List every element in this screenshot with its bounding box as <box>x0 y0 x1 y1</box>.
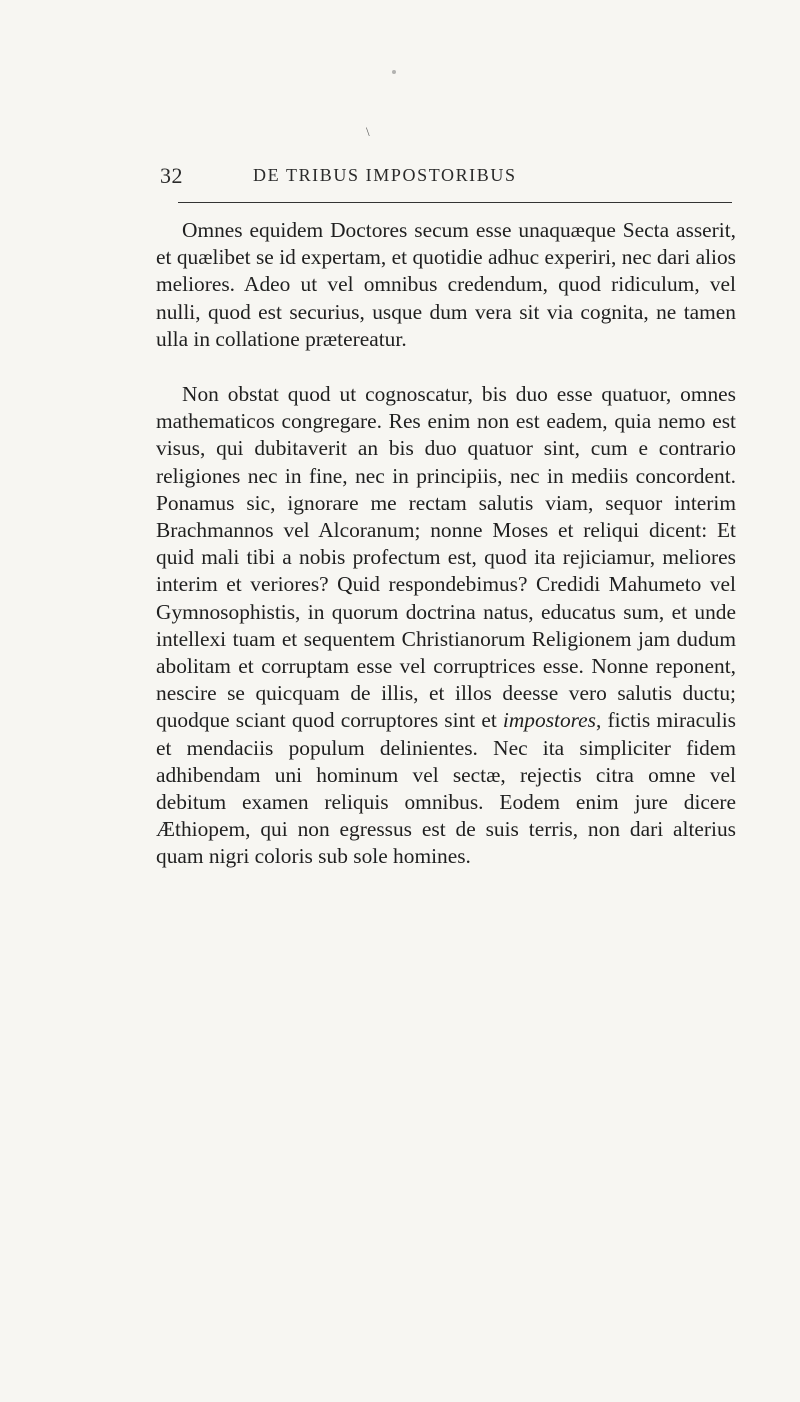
italic-word-impostores: impostores <box>502 708 596 733</box>
ink-speck <box>392 70 396 74</box>
header-rule <box>178 202 732 203</box>
page-header <box>160 163 660 191</box>
running-head: DE TRIBUS IMPOSTORIBUS <box>253 165 517 185</box>
paragraph-2-part-1: Non obstat quod ut cognoscatur, bis duo esse quatuor, omnes mathematicos congregare. Res enim non est eadem, quia nemo est visus, qui dubitaverit an bis duo quatuor sint, cum e contrario religiones nec in fine, nec in principiis, nec in mediis concordent. Ponamus sic, ignorare me rectam salutis viam, sequor interim Brachmannos vel Alcoranum; nonne Moses et reliqui dicent: Et quid mali tibi a nobis profectum est, quod ita rejiciamur, meliores interim et veriores? Quid respondebimus? Credidi Mahumeto vel Gymnosophistis, in quorum doctrina natus, educatus sum, et unde intellexi tuam et sequentem Christianorum Religionem jam dudum abolitam et corruptam esse vel corruptrices esse. Nonne reponent, nescire se quicquam de illis, et illos deesse vero salutis ductu; quodque sciant quod corruptores sint et <box>156 382 736 733</box>
paragraph-2-part-2: , fictis miraculis et mendaciis populum delinientes. Nec ita simpliciter fidem adhibendam uni hominum vel sectæ, rejectis citra omne vel debitum examen reliquis omnibus. Eodem enim jure dicere Æthiopem, qui non egressus est de suis terris, non dari alterius quam nigri coloris sub sole homines. <box>156 708 736 869</box>
paragraph-1: Omnes equidem Doctores secum esse unaquæque Secta asserit, et quælibet se id expertam, et quotidie adhuc experiri, nec dari alios meliores. Adeo ut vel omnibus credendum, quod ridiculum, vel nulli, quod est securius, usque dum vera sit via cognita, ne tamen ulla in collatione prætereatur. <box>156 218 736 351</box>
body-text <box>156 217 736 871</box>
page-number: 32 <box>160 163 183 188</box>
paragraph-2 <box>156 381 736 871</box>
ink-tick-mark: \ <box>366 124 370 139</box>
